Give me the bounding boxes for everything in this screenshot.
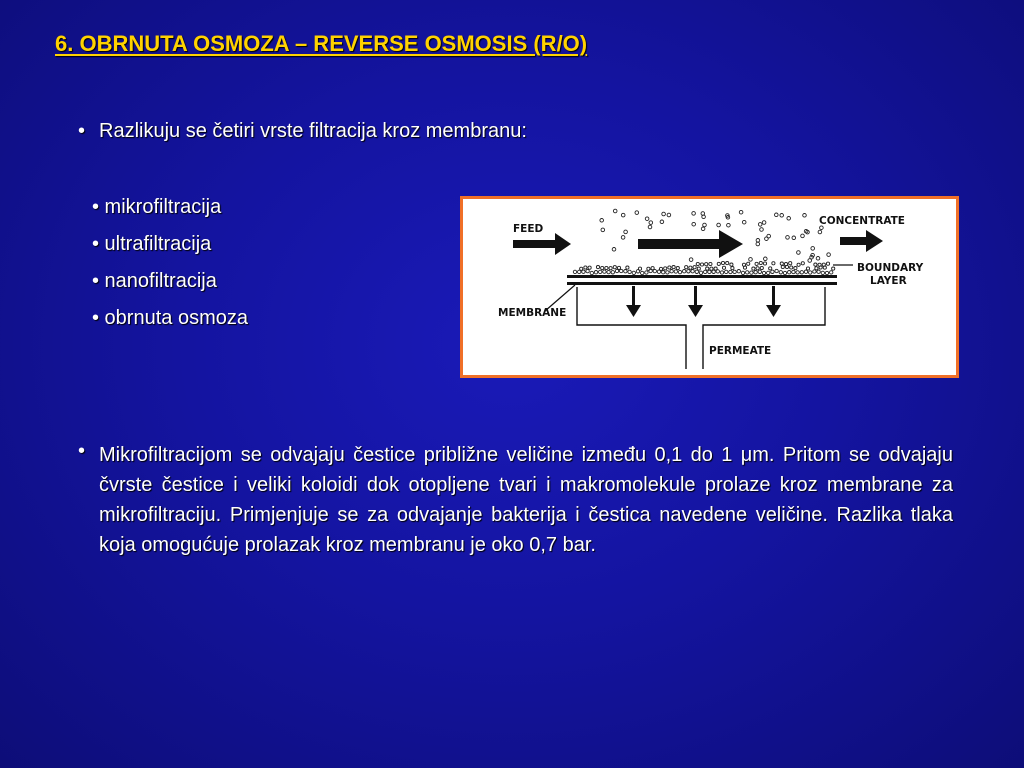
particle [621,236,625,240]
membrane-filtration-diagram [460,196,959,378]
particle [584,266,587,269]
particle [797,263,800,266]
particle [754,271,757,274]
particle [756,239,760,243]
particle [780,214,784,218]
particle [792,270,795,273]
filtration-type-item: • mikrofiltracija [92,196,222,218]
particle [814,263,817,266]
particle [788,271,791,274]
particle [660,220,664,224]
filtration-type-item: • ultrafiltracija [92,233,212,255]
particle [687,270,690,273]
particle [830,271,833,274]
particle [775,213,779,217]
particle [721,261,724,264]
particle [653,269,656,272]
flow-arrow [638,230,743,258]
particle [759,261,762,264]
particle [800,271,803,274]
particle [764,257,768,261]
particle [700,263,703,266]
particle [720,271,723,274]
diagram-svg [463,199,956,375]
permeate-arrows [626,286,781,317]
particle [703,223,707,227]
particle [613,266,616,269]
slide-title: 6. OBRNUTA OSMOZA – REVERSE OSMOSIS (R/O) [55,31,588,56]
particle [780,262,783,265]
particle [752,267,755,270]
particle [817,270,820,273]
particle [659,267,662,270]
particle [806,267,809,270]
particle [797,251,801,255]
membrane-label: MEMBRANE [498,307,567,319]
particle [771,270,774,273]
microfiltration-bullet-item [78,440,953,560]
particle [739,210,743,214]
particle [667,213,671,217]
particle [601,228,605,232]
particle [615,269,618,272]
particle [803,214,807,218]
particle [815,267,818,270]
particle [692,222,696,226]
particle [600,219,604,223]
particle [693,266,696,269]
filtration-types-list [92,194,248,342]
particle [626,266,629,269]
particle [790,266,793,269]
particle [727,223,731,227]
particle [708,270,711,273]
particle [765,237,769,241]
particle [809,271,812,274]
particle [662,271,665,274]
particle [582,270,585,273]
particle [775,269,778,272]
intro-bullet-item [78,120,527,143]
particle [678,270,681,273]
particle [666,271,669,274]
particle [725,270,728,273]
particle [722,266,725,269]
particle [695,270,698,273]
particle [816,257,820,261]
particle [804,270,807,273]
particle [605,266,608,269]
particle [762,221,766,225]
particle [755,262,758,265]
particle [683,270,686,273]
particle [645,217,649,221]
particle [620,269,623,272]
particle [794,267,797,270]
particle [664,267,667,270]
particle [818,230,822,234]
particle [717,223,721,227]
particle [586,269,589,272]
particle [827,253,831,257]
particle [599,270,602,273]
particle [716,270,719,273]
particle [772,262,775,265]
particle [813,270,816,273]
particle [706,267,709,270]
particle [628,270,631,273]
particle [674,270,677,273]
particle [741,271,744,274]
particle [756,242,760,246]
particle [649,221,653,225]
particle [691,270,694,273]
intro-text: Razlikuju se četiri vrste filtracija kroz membranu: [99,120,527,142]
particle [731,267,734,270]
bullet-marker: • [78,120,86,142]
particle [662,212,666,216]
particle [783,271,786,274]
particle [705,263,708,266]
particle [696,262,699,265]
particle [763,262,766,265]
particle [758,270,761,273]
particle [762,271,765,274]
particle [756,267,759,270]
particle [709,262,712,265]
particle [769,267,772,270]
particle [573,270,576,273]
particle [726,262,729,265]
particle [617,266,620,269]
particle [611,271,614,274]
particle [632,271,635,274]
particle [701,227,705,231]
particle [789,262,792,265]
particle [786,236,790,240]
particle [704,270,707,273]
particle [689,266,692,269]
particle [717,262,720,265]
concentrate-label: CONCENTRATE [819,215,905,227]
particle [697,267,700,270]
particle [801,234,805,238]
particle [787,217,791,221]
particle [760,266,763,269]
particle [635,211,639,215]
particle [685,266,688,269]
particle [612,248,616,252]
particle [712,270,715,273]
particle [641,271,644,274]
particle [603,270,606,273]
particle [730,263,733,266]
particle [588,266,591,269]
particle [801,262,804,265]
particle [672,266,675,269]
particle [590,271,593,274]
bullet-marker: • [78,440,86,462]
particle [746,271,749,274]
particle [596,266,599,269]
particle [811,247,815,251]
particle [594,271,597,274]
layer-label: LAYER [870,275,907,287]
membrane [567,275,837,285]
feed-label: FEED [513,223,544,235]
particle [742,220,746,224]
particle [645,271,648,274]
concentrate-arrow [840,230,883,252]
particle [710,267,713,270]
particle [624,270,627,273]
particle [613,209,617,213]
microfiltration-paragraph: Mikrofiltracijom se odvajaju čestice približne veličine između 0,1 do 1 μm. Pritom se odvajaju čvrste čestice i veliki koloidi dok otopljene tvari i makromolekule prolaze kroz membrane za mikrofiltraciju. Primjenjuje se za odvajanje bakterija i čestica navedene veličine. Razlika tlaka koja omogućuje prolazak kroz membranu je oko 0,7 bar. [99,444,953,556]
particle [668,266,671,269]
particle [825,271,828,274]
permeate-label: PERMEATE [709,345,772,357]
particle [747,262,750,265]
particle [624,230,628,234]
particle [750,271,753,274]
particle [648,225,652,229]
particle [781,265,784,268]
particle [758,223,762,227]
particle [821,271,824,274]
filtration-type-item: • nanofiltracija [92,270,217,292]
boundary-label: BOUNDARY [857,262,924,274]
feed-arrow [513,233,571,255]
particle [699,271,702,274]
particle [607,270,610,273]
particle [609,267,612,270]
particle [796,271,799,274]
particle [638,267,641,270]
particle [670,270,673,273]
particle [737,270,740,273]
particle [826,262,829,265]
particle [692,212,696,216]
particle [676,267,679,270]
particle [779,271,782,274]
filtration-type-item: • obrnuta osmoza [92,307,248,329]
particle [792,236,796,240]
particle [760,228,764,232]
particle [733,270,736,273]
particle [729,270,732,273]
particle [832,267,835,270]
particle [749,258,753,262]
particle [767,271,770,274]
particle [689,258,693,262]
permeate-housing [577,287,825,369]
particle [621,213,625,217]
particle [578,270,581,273]
particle [601,266,604,269]
